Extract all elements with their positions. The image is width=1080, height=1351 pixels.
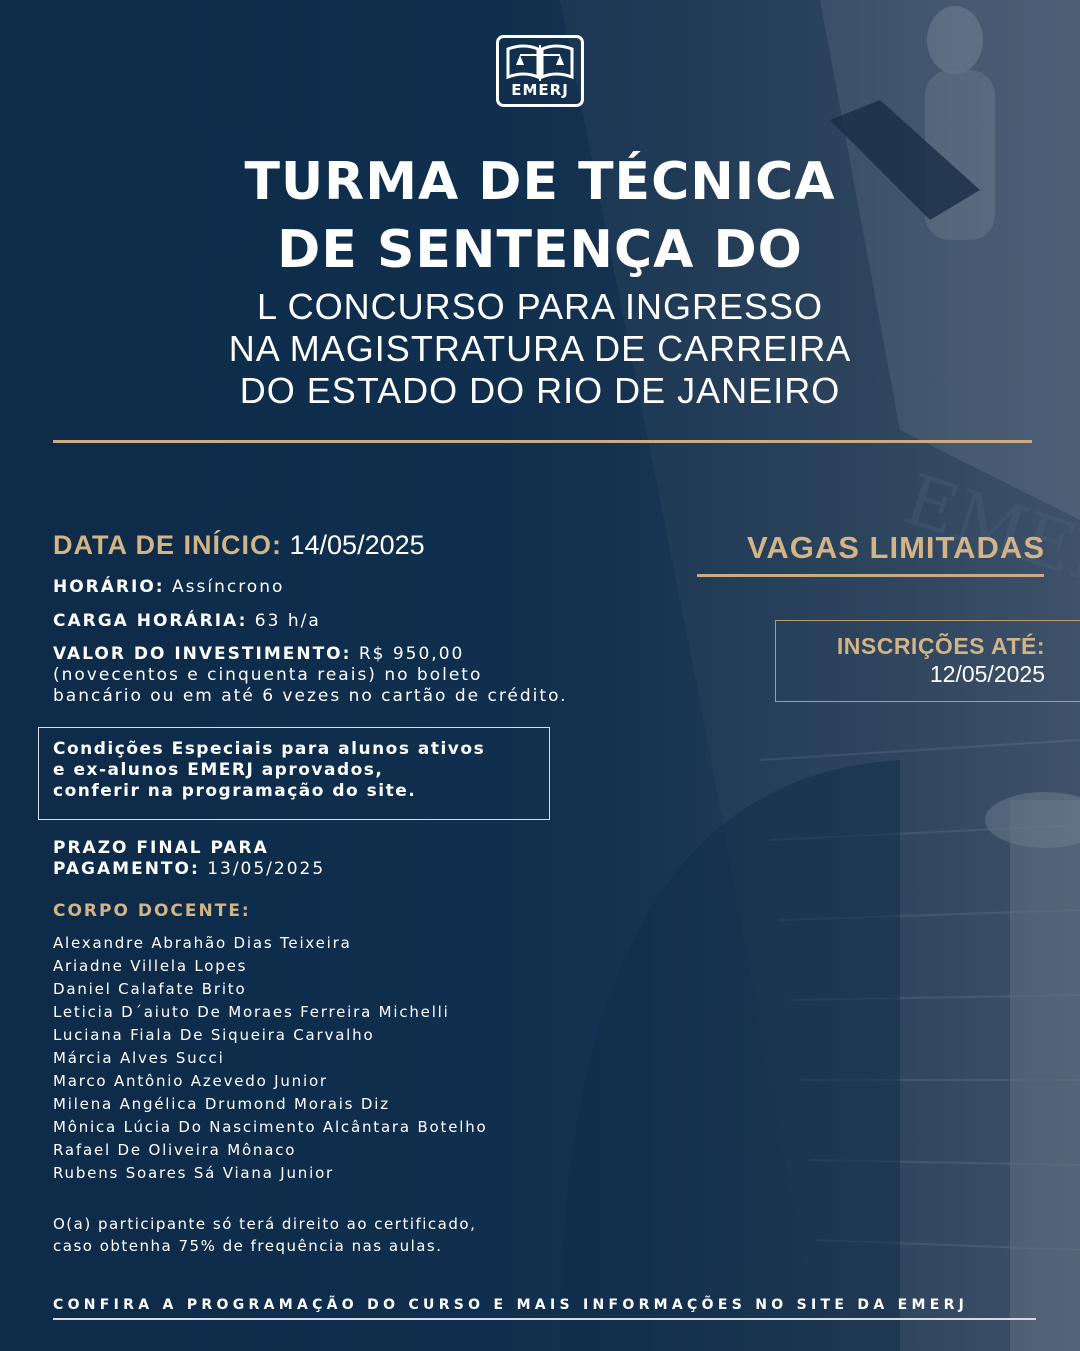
title-line-2: DE SENTENÇA DO [277, 220, 803, 280]
faculty-member: Daniel Calafate Brito [53, 980, 247, 998]
special-conditions-line-1: Condições Especiais para alunos ativos [53, 739, 486, 759]
footer-cta: CONFIRA A PROGRAMAÇÃO DO CURSO E MAIS INFORMAÇÕES NO SITE DA EMERJ [53, 1297, 969, 1313]
special-conditions-line-3: conferir na programação do site. [53, 781, 417, 801]
investment-label: VALOR DO INVESTIMENTO: [53, 644, 352, 664]
schedule [53, 577, 284, 598]
investment-value: R$ 950,00 [358, 644, 465, 664]
faculty-member: Alexandre Abrahão Dias Teixeira [53, 934, 352, 952]
special-conditions-text [53, 739, 485, 802]
start-date-value: 14/05/2025 [289, 530, 425, 560]
limited-spots-underline [697, 574, 1044, 577]
faculty-member: Ariadne Villela Lopes [53, 957, 248, 975]
payment-deadline-label-2: PAGAMENTO: [53, 859, 200, 879]
investment-description-1: (novecentos e cinquenta reais) no boleto [53, 665, 483, 685]
start-date [53, 530, 425, 561]
payment-deadline [53, 838, 325, 880]
title-divider [53, 440, 1032, 443]
limited-spots: VAGAS LIMITADAS [746, 530, 1045, 565]
faculty-member: Marco Antônio Azevedo Junior [53, 1072, 328, 1090]
footer-underline [53, 1318, 1036, 1320]
faculty-label: CORPO DOCENTE: [53, 901, 251, 921]
faculty-member: Mônica Lúcia Do Nascimento Alcântara Botelho [53, 1118, 488, 1136]
faculty-member: Leticia D´aiuto De Moraes Ferreira Michelli [53, 1003, 450, 1021]
payment-deadline-label-1: PRAZO FINAL PARA [53, 838, 269, 858]
schedule-value: Assíncrono [172, 577, 285, 597]
workload-value: 63 h/a [254, 611, 321, 631]
schedule-label: HORÁRIO: [53, 577, 165, 597]
registration-deadline-label: INSCRIÇÕES ATÉ: [836, 633, 1045, 659]
emerj-logo [496, 35, 584, 107]
logo-text: EMERJ [511, 81, 569, 99]
workload-label: CARGA HORÁRIA: [53, 611, 248, 631]
faculty-member: Luciana Fiala De Siqueira Carvalho [53, 1026, 375, 1044]
investment [53, 644, 673, 707]
faculty-member: Rafael De Oliveira Mônaco [53, 1141, 297, 1159]
start-date-label: DATA DE INÍCIO: [53, 530, 282, 560]
workload [53, 611, 321, 632]
investment-description-2: bancário ou em até 6 vezes no cartão de crédito. [53, 686, 568, 706]
registration-deadline-value: 12/05/2025 [929, 661, 1045, 687]
certificate-note [53, 1213, 476, 1257]
faculty-list [53, 934, 613, 1187]
faculty-member: Márcia Alves Succi [53, 1049, 225, 1067]
special-conditions-line-2: e ex-alunos EMERJ aprovados, [53, 760, 384, 780]
faculty-member: Milena Angélica Drumond Morais Diz [53, 1095, 390, 1113]
title-line-5: DO ESTADO DO RIO DE JANEIRO [239, 370, 841, 411]
title-line-1: TURMA DE TÉCNICA [244, 152, 836, 212]
title-line-4: NA MAGISTRATURA DE CARREIRA [228, 328, 852, 369]
faculty-member: Rubens Soares Sá Viana Junior [53, 1164, 335, 1182]
title-line-3: L CONCURSO PARA INGRESSO [256, 286, 824, 327]
certificate-note-line-1: O(a) participante só terá direito ao certificado, [53, 1215, 477, 1233]
payment-deadline-value: 13/05/2025 [207, 859, 326, 879]
certificate-note-line-2: caso obtenha 75% de frequência nas aulas. [53, 1237, 443, 1255]
